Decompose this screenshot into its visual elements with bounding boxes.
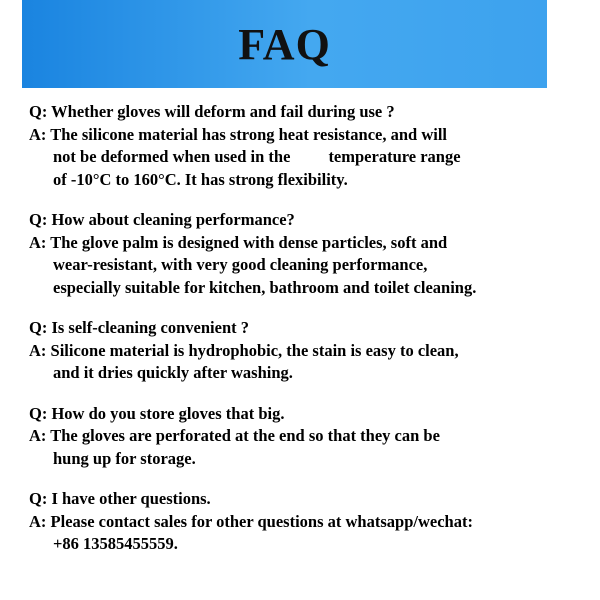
page-title: FAQ	[238, 19, 331, 69]
faq-answer-fragment: temperature range	[328, 147, 461, 166]
faq-answer-line: of -10°C to 160°C. It has strong flexibility.	[53, 169, 348, 189]
faq-answer-line: A: Silicone material is hydrophobic, the stain is easy to clean,	[29, 340, 459, 360]
faq-answer-line: especially suitable for kitchen, bathroom and toilet cleaning.	[53, 277, 477, 297]
faq-item-storage	[29, 403, 589, 471]
faq-question: Q: I have other questions.	[29, 489, 211, 508]
faq-answer-line: and it dries quickly after washing.	[53, 363, 293, 382]
faq-answer-line: A: The glove palm is designed with dense particles, soft and	[29, 232, 448, 252]
faq-question: Q: Is self-cleaning convenient ?	[29, 318, 249, 337]
faq-answer-line: wear-resistant, with very good cleaning performance,	[53, 255, 428, 274]
faq-item-cleaning	[29, 209, 589, 299]
faq-question: Q: Whether gloves will deform and fail during use ?	[29, 102, 395, 121]
faq-list	[29, 101, 589, 574]
faq-answer-line: hung up for storage.	[53, 448, 196, 468]
faq-answer-line	[29, 146, 589, 169]
faq-contact-phone: +86 13585455559.	[53, 534, 178, 553]
faq-answer-line: A: The gloves are perforated at the end so that they can be	[29, 426, 440, 445]
faq-answer-fragment: not be deformed when used in the	[53, 147, 291, 166]
faq-answer-line: A: The silicone material has strong heat resistance, and will	[29, 124, 447, 144]
faq-item-self-cleaning	[29, 317, 589, 385]
faq-answer-line: A: Please contact sales for other questions at whatsapp/wechat:	[29, 511, 473, 531]
faq-question: Q: How do you store gloves that big.	[29, 403, 285, 423]
faq-item-deform	[29, 101, 589, 191]
faq-question: Q: How about cleaning performance?	[29, 210, 295, 229]
faq-header-banner	[22, 0, 547, 88]
faq-item-contact	[29, 488, 589, 556]
